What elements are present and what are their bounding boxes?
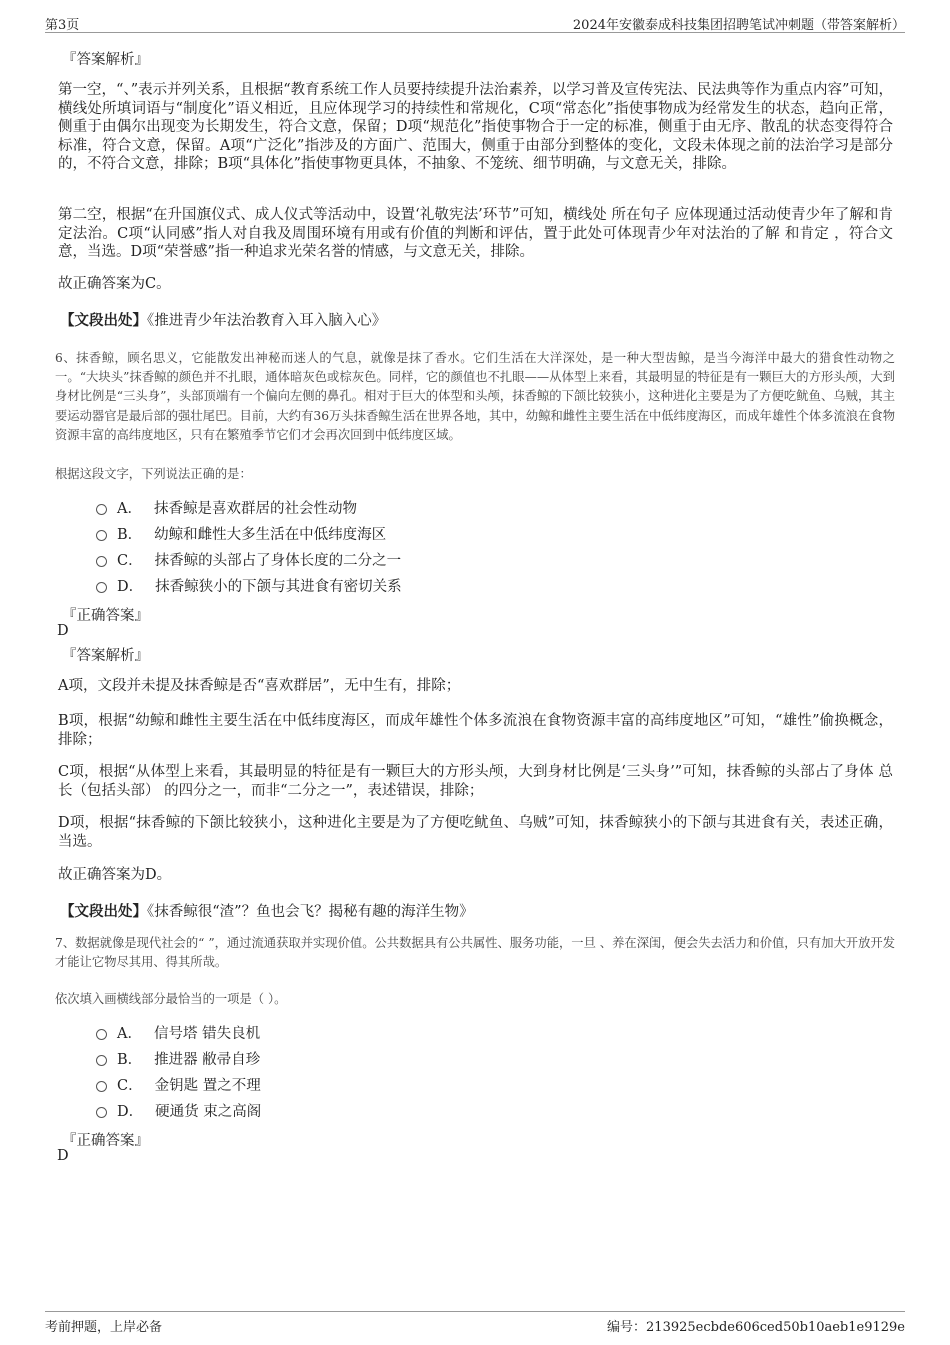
q6-option-c[interactable] — [96, 548, 401, 570]
q6-answer: D — [57, 623, 69, 639]
option-letter: C． — [117, 552, 143, 569]
q6-source — [60, 900, 474, 921]
option-letter: B． — [117, 1051, 143, 1068]
document-title: 2024年安徽泰成科技集团招聘笔试冲刺题（带答案解析） — [572, 18, 905, 33]
radio-icon[interactable] — [96, 582, 107, 593]
option-letter: A． — [117, 500, 142, 517]
q5-conclusion: 故正确答案为C。 — [58, 276, 171, 292]
option-text: 抹香鲸的头部占了身体长度的二分之一 — [154, 552, 402, 569]
option-letter: A． — [117, 1025, 142, 1042]
q7-answer: D — [57, 1148, 69, 1164]
q6-analysis-label: 『答案解析』 — [62, 648, 149, 664]
q6-source-text: 《抹香鲸很“渣”？鱼也会飞？揭秘有趣的海洋生物》 — [147, 904, 474, 920]
q5-analysis-para1: 第一空，“、”表示并列关系，且根据“教育系统工作人员要持续提升法治素养，以学习普及宣传宪法、民法典等作为重点内容”可知，横线处所填词语与“制度化”语义相近，且应体现学习的持续性和常规化，C项“常态化”指使事物成为经常发生的状态，趋向正常，侧重于由偶尔出现变为长期发生，符合文意，保留；D项“规范化”指使事物合于一定的标准，侧重于由无序、散乱的状态变得符合标准，符合文意，保留。A项“广泛化”指涉及的方面广、范围大，侧重于由部分到整体的变化，文段未体现之前的法治学习是部分的，不符合文意，排除；B项“具体化”指使事物更具体，不抽象、不笼统、细节明确，与文意无关，排除。 — [58, 82, 893, 172]
page-footer — [45, 1311, 905, 1334]
q7-option-a[interactable] — [96, 1021, 260, 1043]
q6-option-d[interactable] — [96, 574, 402, 596]
q7-option-c[interactable] — [96, 1073, 261, 1095]
q5-source-text: 《推进青少年法治教育入耳入脑入心》 — [147, 313, 387, 329]
page-header — [45, 12, 905, 33]
q7-option-b[interactable] — [96, 1047, 260, 1069]
radio-icon[interactable] — [96, 1055, 107, 1066]
q6-question-text: 6、抹香鲸，顾名思义，它能散发出神秘而迷人的气息，就像是抹了香水。它们生活在大洋深处，是一种大型齿鲸，是当今海洋中最大的猎食性动物之一。“大块头”抹香鲸的颜色并不扎眼，通体暗灰色或棕灰色。同样，它的颜值也不扎眼——从体型上来看，其最明显的特征是有一颗巨大的方形头颅，大到身材比例是“三头身”，头部顶端有一个偏向左侧的鼻孔。相对于巨大的体型和头颅，抹香鲸的下颌比较狭小，这种进化主要是为了方便吃鱿鱼、乌贼，其主要运动器官是最后部的强壮尾巴。目前，大约有36万头抹香鲸生活在世界各地，其中，幼鲸和雌性主要生活在中低纬度海区，而成年雄性个体多流浪在食物资源丰富的高纬度地区，只有在繁殖季节它们才会再次回到中低纬度区域。 — [55, 351, 895, 442]
option-letter: C． — [117, 1077, 143, 1094]
q6-option-b[interactable] — [96, 522, 386, 544]
q5-source-tag: 【文段出处】 — [60, 312, 147, 329]
footer-slogan: 考前押题，上岸必备 — [45, 1320, 163, 1335]
option-letter: B． — [117, 526, 143, 543]
footer-code: 编号：213925ecbde606ced50b10aeb1e9129e — [607, 1320, 905, 1335]
q7-option-d[interactable] — [96, 1099, 261, 1121]
option-text: 硬通货 束之高阁 — [155, 1103, 262, 1120]
q6-source-tag: 【文段出处】 — [60, 903, 147, 920]
q6-analysis-a: A项，文段并未提及抹香鲸是否“喜欢群居”，无中生有，排除； — [58, 678, 461, 694]
radio-icon[interactable] — [96, 556, 107, 567]
radio-icon[interactable] — [96, 530, 107, 541]
radio-icon[interactable] — [96, 504, 107, 515]
q5-analysis-label: 『答案解析』 — [62, 52, 149, 68]
option-text: 抹香鲸是喜欢群居的社会性动物 — [153, 500, 357, 517]
radio-icon[interactable] — [96, 1107, 107, 1118]
q5-analysis-para2: 第二空，根据“在升国旗仪式、成人仪式等活动中，设置‘礼敬宪法’环节”可知，横线处 所在句子 应体现通过活动使青少年了解和肯定法治。C项“认同感”指人对自我及周围环境有用或有价值的判断和评估，置于此处可体现青少年对法治的了解 和肯定 ，符合文意，当选。D项“荣誉感”指一种追求光荣名誉的情感，与文意无关，排除。 — [58, 207, 893, 260]
q6-analysis-b: B项，根据“幼鲸和雌性主要生活在中低纬度海区，而成年雄性个体多流浪在食物资源丰富的高纬度地区”可知，“雄性”偷换概念，排除； — [58, 713, 893, 748]
option-text: 信号塔 错失良机 — [153, 1025, 261, 1042]
q6-option-a[interactable] — [96, 496, 357, 518]
option-text: 推进器 敝帚自珍 — [154, 1051, 261, 1068]
option-text: 抹香鲸狭小的下颌与其进食有密切关系 — [155, 578, 402, 595]
option-letter: D． — [117, 578, 144, 595]
radio-icon[interactable] — [96, 1081, 107, 1092]
q6-answer-label: 『正确答案』 — [62, 608, 149, 624]
page-number: 第3页 — [45, 18, 80, 33]
q6-prompt: 根据这段文字，下列说法正确的是： — [55, 467, 252, 481]
option-letter: D． — [117, 1103, 144, 1120]
q7-question-text: 7、数据就像是现代社会的“ ”，通过流通获取并实现价值。公共数据具有公共属性、服务功能，一旦 、养在深闺，便会失去活力和价值，只有加大开放开发才能让它物尽其用、得其所哉。 — [55, 936, 895, 970]
option-text: 金钥匙 置之不理 — [154, 1077, 261, 1094]
q6-analysis-d: D项，根据“抹香鲸的下颌比较狭小，这种进化主要是为了方便吃鱿鱼、乌贼”可知，抹香鲸狭小的下颌与其进食有关，表述正确，当选。 — [58, 815, 893, 850]
option-text: 幼鲸和雌性大多生活在中低纬度海区 — [154, 526, 387, 543]
radio-icon[interactable] — [96, 1029, 107, 1040]
q5-source — [60, 309, 386, 330]
q7-prompt: 依次填入画横线部分最恰当的一项是（ ）。 — [55, 992, 287, 1006]
q6-analysis-c: C项，根据“从体型上来看，其最明显的特征是有一颗巨大的方形头颅，大到身材比例是‘三头身’”可知，抹香鲸的头部占了身体 总长（包括头部） 的四分之一，而非“二分之一”，表述错误，排除； — [58, 764, 893, 799]
q6-conclusion: 故正确答案为D。 — [58, 867, 172, 883]
q7-answer-label: 『正确答案』 — [62, 1133, 149, 1149]
